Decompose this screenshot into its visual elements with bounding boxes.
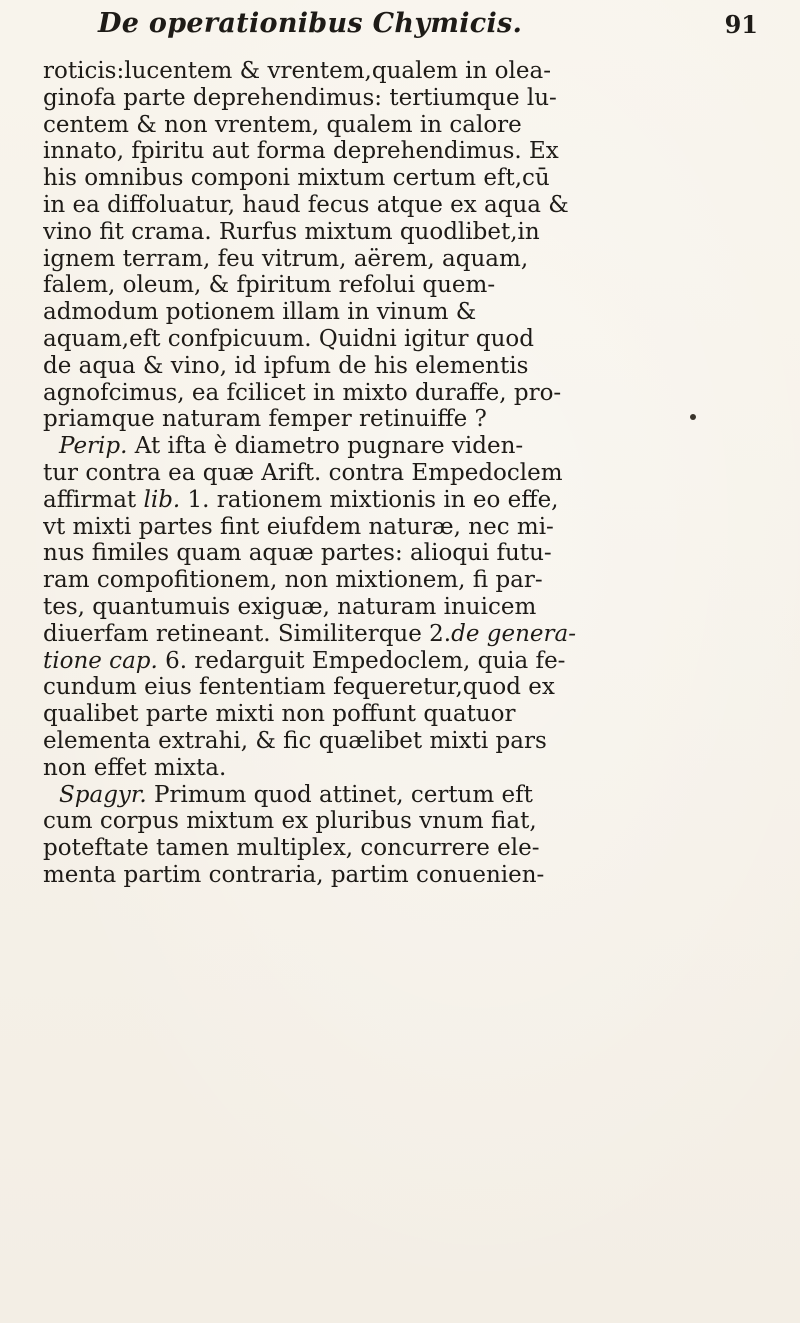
text-segment: elementa extrahi, & fic quælibet mixti pars — [43, 727, 547, 754]
text-line — [43, 406, 763, 433]
text-segment: affirmat — [43, 486, 144, 513]
text-segment: roticis:lucentem & vrentem,qualem in olea- — [43, 58, 551, 84]
text-segment: priamque naturam femper retinuiffe ? — [43, 406, 487, 433]
text-segment: falem, oleum, & fpiritum refolui quem- — [43, 272, 496, 299]
text-line — [43, 808, 763, 835]
text-segment: ignem terram, feu vitrum, aërem, aquam, — [43, 245, 529, 272]
text-line — [43, 433, 763, 460]
text-segment: cundum eius fententiam fequeretur,quod ex — [43, 674, 555, 701]
text-line — [43, 782, 763, 809]
text-segment: Primum quod attinet, certum eft — [146, 781, 533, 808]
text-segment: At ifta è diametro pugnare viden- — [127, 433, 524, 460]
text-line — [43, 487, 763, 514]
text-segment: centem & non vrentem, qualem in calore — [43, 111, 522, 138]
text-line — [43, 272, 763, 299]
text-segment: vt mixti partes fint eiufdem naturæ, nec mi- — [43, 513, 554, 540]
text-segment: tur contra ea quæ Arift. contra Empedoclem — [43, 459, 563, 486]
italic-text-segment: de genera- — [451, 620, 576, 647]
text-segment: in ea diffoluatur, haud fecus atque ex aqua & — [43, 191, 569, 218]
page-number: 91 — [724, 10, 758, 39]
text-line — [43, 755, 763, 782]
text-line — [43, 862, 763, 889]
text-line — [43, 58, 763, 85]
text-line — [43, 648, 763, 675]
text-line — [43, 594, 763, 621]
text-segment: qualibet parte mixti non poffunt quatuor — [43, 701, 516, 728]
text-line — [43, 326, 763, 353]
page-header — [98, 8, 758, 54]
text-line — [43, 353, 763, 380]
running-title: De operationibus Chymicis. — [98, 8, 523, 39]
text-line — [43, 728, 763, 755]
text-segment: his omnibus componi mixtum certum eft,cū — [43, 165, 550, 192]
text-segment: ginofa parte deprehendimus: tertiumque lu- — [43, 84, 557, 111]
text-line — [43, 165, 763, 192]
text-segment: de aqua & vino, id ipfum de his elementis — [43, 352, 529, 379]
text-line — [43, 138, 763, 165]
text-segment: 6. redarguit Empedoclem, quia fe- — [157, 647, 566, 674]
text-segment: menta partim contraria, partim conuenien- — [43, 861, 545, 888]
body-text — [43, 58, 763, 889]
text-segment: admodum potionem illam in vinum & — [43, 299, 477, 326]
text-segment: aquam,eft confpicuum. Quidni igitur quod — [43, 325, 534, 352]
italic-text-segment: Perip. — [59, 433, 128, 460]
ink-speck — [690, 414, 696, 420]
text-line — [43, 219, 763, 246]
text-segment: agnofcimus, ea fcilicet in mixto duraffe, pro- — [43, 379, 562, 406]
italic-text-segment: tione cap. — [43, 647, 158, 674]
text-segment: non effet mixta. — [43, 754, 227, 781]
italic-text-segment: lib. — [143, 486, 181, 513]
text-line — [43, 514, 763, 541]
text-segment: vino fit crama. Rurfus mixtum quodlibet,in — [43, 218, 540, 245]
text-segment: cum corpus mixtum ex pluribus vnum fiat, — [43, 808, 537, 835]
text-line — [43, 380, 763, 407]
text-segment: innato, fpiritu aut forma deprehendimus. Ex — [43, 138, 559, 165]
text-line — [43, 567, 763, 594]
text-line — [43, 701, 763, 728]
text-line — [43, 621, 763, 648]
text-segment: diuerfam retineant. Similiterque 2. — [43, 620, 452, 647]
text-line — [43, 299, 763, 326]
text-segment: 1. rationem mixtionis in eo effe, — [180, 486, 559, 513]
text-line — [43, 192, 763, 219]
text-line — [43, 674, 763, 701]
text-line — [43, 540, 763, 567]
text-line — [43, 246, 763, 273]
text-line — [43, 112, 763, 139]
text-line — [43, 460, 763, 487]
text-line — [43, 835, 763, 862]
text-line — [43, 85, 763, 112]
text-segment: ram compofitionem, non mixtionem, fi par- — [43, 567, 543, 594]
text-segment: tes, quantumuis exiguæ, naturam inuicem — [43, 593, 537, 620]
italic-text-segment: Spagyr. — [59, 781, 147, 808]
text-segment: nus fimiles quam aquæ partes: alioqui futu- — [43, 540, 552, 567]
text-segment: poteftate tamen multiplex, concurrere ele- — [43, 835, 540, 862]
